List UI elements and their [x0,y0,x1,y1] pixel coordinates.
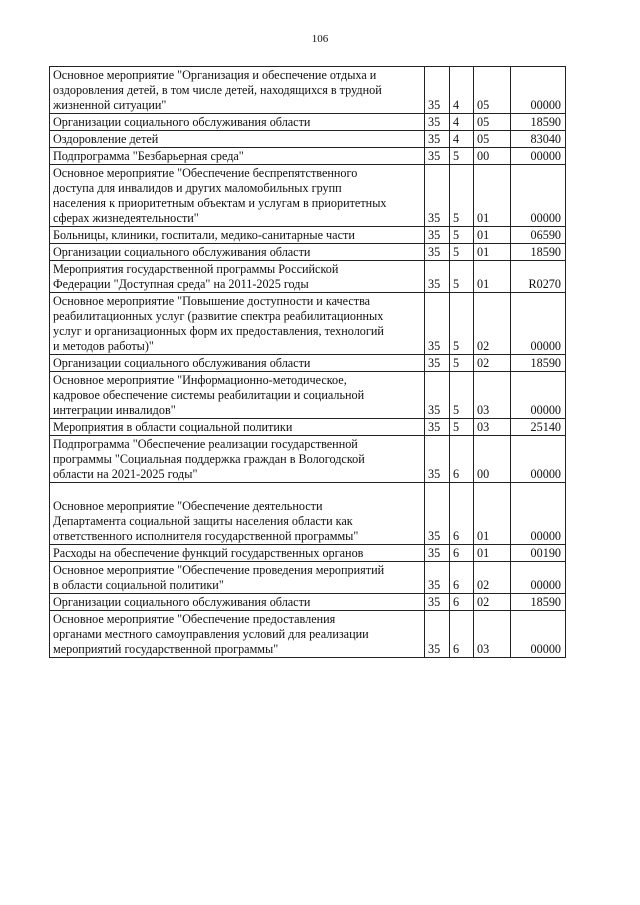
expense-direction-cell: 83040 [511,131,566,148]
main-activity-code-cell: 00 [474,436,511,483]
expense-direction-cell: 00000 [511,436,566,483]
program-code-cell: 35 [425,148,450,165]
row-name-cell: Мероприятия государственной программы Российской Федерации "Доступная среда" на 2011-2025 годы [50,261,425,293]
subprogram-code-cell: 6 [450,611,474,658]
subprogram-code-cell: 5 [450,419,474,436]
row-name-cell: Оздоровление детей [50,131,425,148]
row-name-cell: Основное мероприятие "Обеспечение проведения мероприятий в области социальной политики" [50,562,425,594]
expense-direction-cell: 18590 [511,594,566,611]
main-activity-code-cell: 05 [474,131,511,148]
subprogram-code-cell: 5 [450,293,474,355]
expense-direction-cell: 18590 [511,244,566,261]
main-activity-code-cell: 05 [474,67,511,114]
subprogram-code-cell: 5 [450,148,474,165]
main-activity-code-cell: 03 [474,611,511,658]
program-code-cell: 35 [425,244,450,261]
expense-direction-cell: 25140 [511,419,566,436]
main-activity-code-cell: 01 [474,545,511,562]
expense-direction-cell: 00000 [511,562,566,594]
expense-direction-cell: 00000 [511,372,566,419]
subprogram-code-cell: 6 [450,436,474,483]
subprogram-code-cell: 6 [450,594,474,611]
row-name-cell: Основное мероприятие "Повышение доступности и качества реабилитационных услуг (развитие спектра реабилитационных услуг и организационных форм их предоставления, технологий и методов работы)" [50,293,425,355]
expense-direction-cell: R0270 [511,261,566,293]
main-activity-code-cell: 02 [474,355,511,372]
subprogram-code-cell: 5 [450,244,474,261]
main-activity-code-cell: 00 [474,148,511,165]
expense-direction-cell: 18590 [511,114,566,131]
table-row [50,148,566,165]
program-code-cell: 35 [425,545,450,562]
subprogram-code-cell: 4 [450,67,474,114]
row-name-cell: Мероприятия в области социальной политики [50,419,425,436]
row-name-cell: Организации социального обслуживания области [50,114,425,131]
table-row [50,372,566,419]
subprogram-code-cell: 4 [450,114,474,131]
table-row [50,419,566,436]
main-activity-code-cell: 01 [474,483,511,545]
program-code-cell: 35 [425,372,450,419]
row-name-cell: Организации социального обслуживания области [50,355,425,372]
main-activity-code-cell: 02 [474,293,511,355]
row-name-cell: Основное мероприятие "Организация и обеспечение отдыха и оздоровления детей, в том числе детей, находящихся в трудной жизненной ситуации" [50,67,425,114]
subprogram-code-cell: 4 [450,131,474,148]
subprogram-code-cell: 5 [450,355,474,372]
expense-direction-cell: 00000 [511,165,566,227]
main-activity-code-cell: 01 [474,244,511,261]
main-activity-code-cell: 03 [474,419,511,436]
program-code-cell: 35 [425,165,450,227]
program-code-cell: 35 [425,114,450,131]
expense-direction-cell: 00000 [511,611,566,658]
program-code-cell: 35 [425,355,450,372]
program-code-cell: 35 [425,261,450,293]
expense-direction-cell: 18590 [511,355,566,372]
table-row [50,545,566,562]
row-name-cell: Организации социального обслуживания области [50,244,425,261]
expense-direction-cell: 00190 [511,545,566,562]
table-row [50,165,566,227]
program-code-cell: 35 [425,483,450,545]
subprogram-code-cell: 5 [450,165,474,227]
program-code-cell: 35 [425,611,450,658]
table-row [50,67,566,114]
program-code-cell: 35 [425,594,450,611]
subprogram-code-cell: 5 [450,261,474,293]
table-row [50,244,566,261]
main-activity-code-cell: 01 [474,261,511,293]
expense-direction-cell: 00000 [511,483,566,545]
main-activity-code-cell: 01 [474,165,511,227]
table-row [50,483,566,545]
table-row [50,227,566,244]
expense-direction-cell: 00000 [511,67,566,114]
table-row [50,293,566,355]
table-row [50,261,566,293]
subprogram-code-cell: 6 [450,483,474,545]
row-name-cell: Больницы, клиники, госпитали, медико-санитарные части [50,227,425,244]
main-activity-code-cell: 02 [474,562,511,594]
table-row [50,436,566,483]
program-code-cell: 35 [425,227,450,244]
program-code-cell: 35 [425,562,450,594]
expense-direction-cell: 00000 [511,293,566,355]
row-name-cell: Организации социального обслуживания области [50,594,425,611]
table-body [50,67,566,658]
table-row [50,594,566,611]
expense-direction-cell: 00000 [511,148,566,165]
main-activity-code-cell: 03 [474,372,511,419]
main-activity-code-cell: 01 [474,227,511,244]
subprogram-code-cell: 6 [450,562,474,594]
row-name-cell: Расходы на обеспечение функций государственных органов [50,545,425,562]
row-name-cell: Основное мероприятие "Обеспечение предоставления органами местного самоуправления условий для реализации мероприятий государственной программы" [50,611,425,658]
table-row [50,355,566,372]
subprogram-code-cell: 5 [450,227,474,244]
main-activity-code-cell: 02 [474,594,511,611]
program-code-cell: 35 [425,131,450,148]
table-row [50,114,566,131]
main-activity-code-cell: 05 [474,114,511,131]
program-code-cell: 35 [425,67,450,114]
program-code-cell: 35 [425,293,450,355]
row-name-cell: Основное мероприятие "Информационно-методическое, кадровое обеспечение системы реабилитации и социальной интеграции инвалидов" [50,372,425,419]
page-number: 106 [311,33,329,45]
row-name-cell: Подпрограмма "Безбарьерная среда" [50,148,425,165]
expense-direction-cell: 06590 [511,227,566,244]
table-row [50,562,566,594]
program-code-cell: 35 [425,419,450,436]
row-name-cell: Основное мероприятие "Обеспечение беспрепятственного доступа для инвалидов и других маломобильных групп населения к приоритетным объектам и услугам в приоритетных сферах жизнедеятельности" [50,165,425,227]
program-code-cell: 35 [425,436,450,483]
row-name-cell: Основное мероприятие "Обеспечение деятельности Департамента социальной защиты населения области как ответственного исполнителя государственной программы" [50,483,425,545]
table-row [50,131,566,148]
subprogram-code-cell: 5 [450,372,474,419]
subprogram-code-cell: 6 [450,545,474,562]
table-row [50,611,566,658]
budget-classification-table [49,66,566,658]
row-name-cell: Подпрограмма "Обеспечение реализации государственной программы "Социальная поддержка граждан в Вологодской области на 2021-2025 годы" [50,436,425,483]
